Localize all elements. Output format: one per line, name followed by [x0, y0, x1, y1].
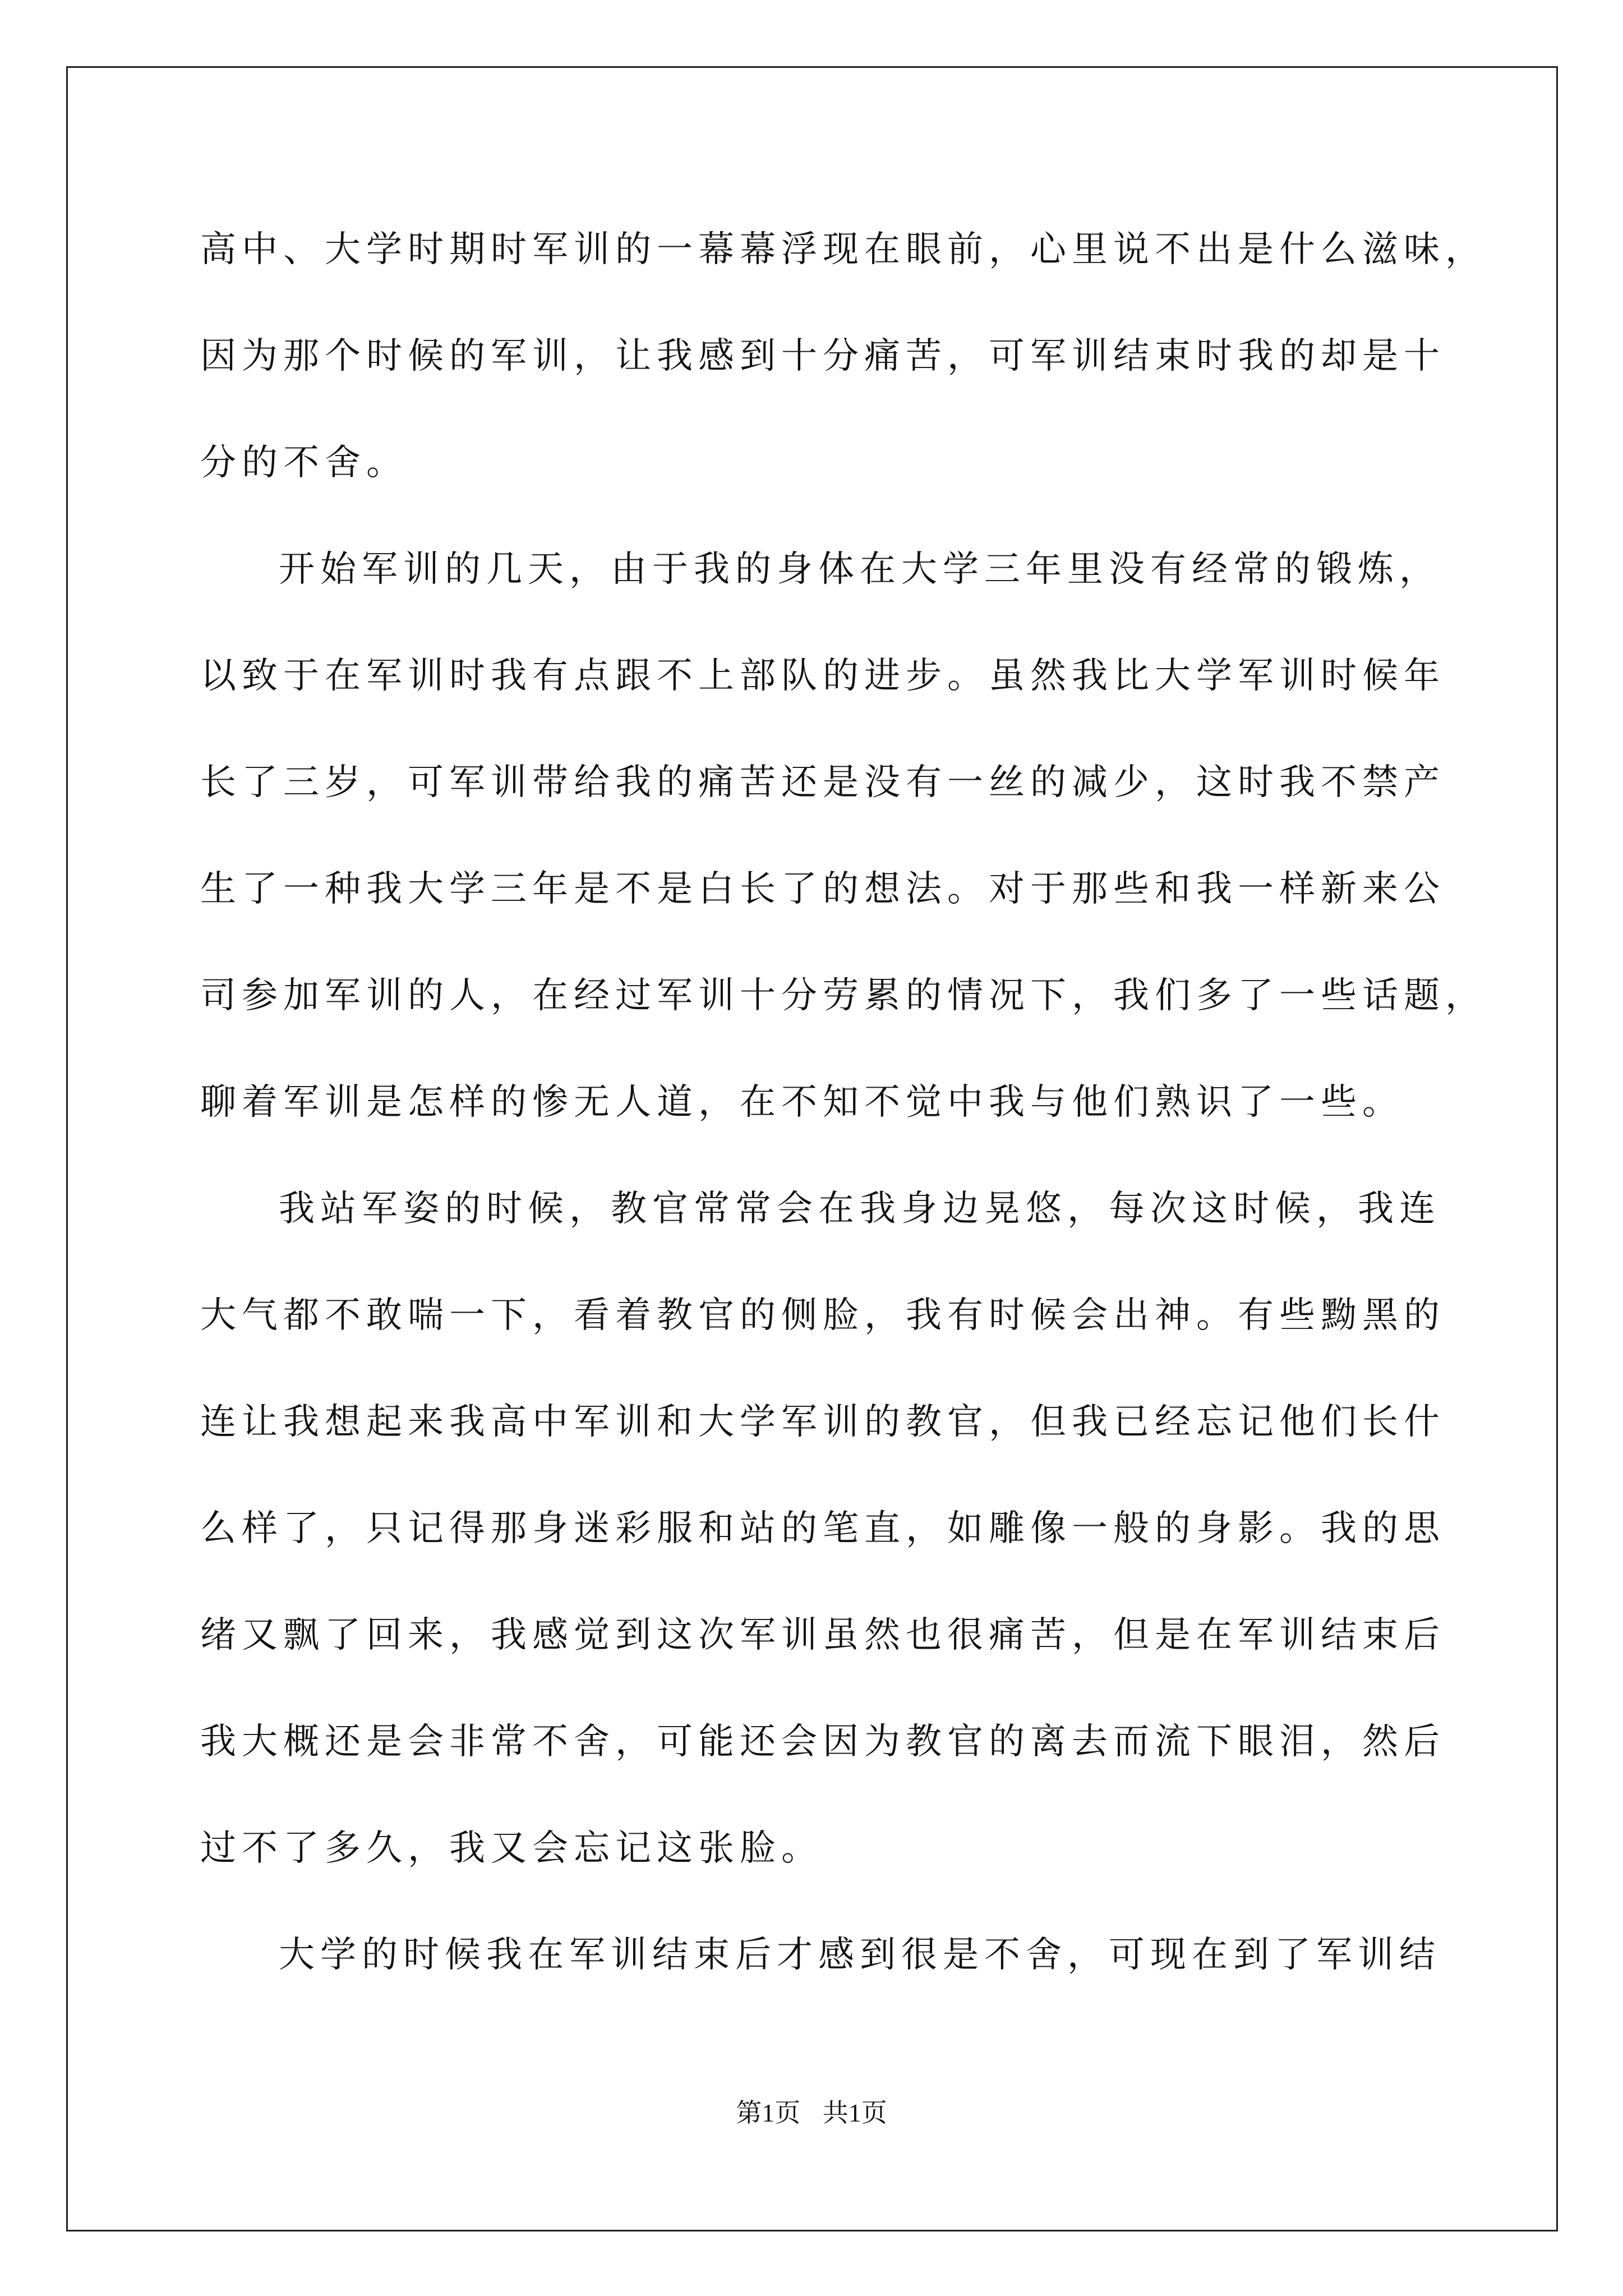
text-line: 因为那个时候的军训，让我感到十分痛苦，可军训结束时我的却是十 [200, 335, 1445, 377]
text-line: 绪又飘了回来，我感觉到这次军训虽然也很痛苦，但是在军训结束后 [200, 1614, 1445, 1656]
text-line: 长了三岁，可军训带给我的痛苦还是没有一丝的减少，这时我不禁产 [200, 762, 1445, 803]
page-footer [0, 2092, 1623, 2129]
paragraph-start-line: 开始军训的几天，由于我的身体在大学三年里没有经常的锻炼， [279, 549, 1441, 590]
page-number: 第1页 [736, 2099, 801, 2127]
document-body [200, 196, 1487, 2008]
text-line: 高中、大学时期时军训的一幕幕浮现在眼前，心里说不出是什么滋味， [200, 229, 1487, 270]
paragraph-start-line: 大学的时候我在军训结束后才感到很是不舍，可现在到了军训结 [279, 1934, 1441, 1976]
text-line: 我大概还是会非常不舍，可能还会因为教官的离去而流下眼泪，然后 [200, 1721, 1445, 1763]
text-line: 分的不舍。 [200, 442, 408, 484]
page-total: 共1页 [822, 2099, 887, 2127]
text-line: 么样了，只记得那身迷彩服和站的笔直，如雕像一般的身影。我的思 [200, 1508, 1445, 1549]
paragraph-start-line: 我站军姿的时候，教官常常会在我身边晃悠，每次这时候，我连 [279, 1188, 1441, 1230]
text-line: 连让我想起来我高中军训和大学军训的教官，但我已经忘记他们长什 [200, 1401, 1445, 1443]
text-line: 司参加军训的人，在经过军训十分劳累的情况下，我们多了一些话题， [200, 975, 1487, 1016]
text-line: 以致于在军训时我有点跟不上部队的进步。虽然我比大学军训时候年 [200, 655, 1445, 697]
text-line: 大气都不敢喘一下，看着教官的侧脸，我有时候会出神。有些黝黑的 [200, 1295, 1445, 1336]
text-line: 过不了多久，我又会忘记这张脸。 [200, 1828, 823, 1869]
text-line: 生了一种我大学三年是不是白长了的想法。对于那些和我一样新来公 [200, 868, 1445, 910]
text-line: 聊着军训是怎样的惨无人道，在不知不觉中我与他们熟识了一些。 [200, 1082, 1404, 1123]
